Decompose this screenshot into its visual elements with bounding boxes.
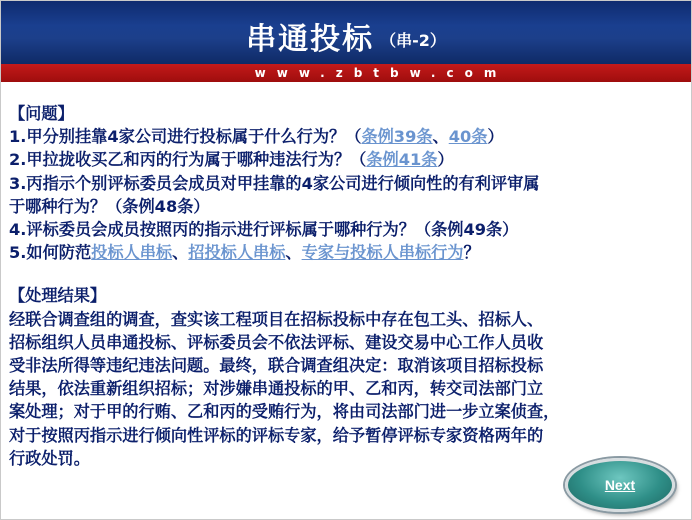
result-line: 经联合调查组的调查，查实该工程项目在招标投标中存在包工头、招标人、 [9,309,544,329]
question-5-text: 5.如何防范 [9,243,92,263]
title-subtitle: （串-2） [380,31,446,50]
title-text: 串通投标 [246,22,375,57]
url-banner [0,64,692,82]
result-line: 招标组织人员串通投标、评标委员会不依法评标、建设交易中心工作人员收 [9,332,544,352]
question-4: 4.评标委员会成员按照丙的指示进行评标属于哪种行为？（条例49条） [9,220,519,240]
questions-heading: 【问题】 [9,104,74,123]
question-3-line-2: 于哪种行为？（条例48条） [9,196,210,216]
question-1 [9,125,685,148]
result-heading: 【处理结果】 [9,286,107,306]
paren-close: ） [437,150,454,170]
question-mark: ？ [463,243,480,263]
link-bidder-collusion[interactable]: 投标人串标 [91,243,173,263]
result-line: 案处理；对于甲的行贿、乙和丙的受贿行为，将由司法部门进一步立案侦查， [9,402,560,422]
result-line: 结果，依法重新组织招标；对涉嫌串通投标的甲、乙和丙，转交司法部门立 [9,379,544,399]
result-line: 行政处罚。 [9,448,90,468]
link-tenderer-bidder-collusion[interactable]: 招投标人串标 [188,243,286,263]
question-1-text: 1.甲分别挂靠4家公司进行投标属于什么行为？（ [9,127,362,147]
slide-content [9,102,685,470]
separator: 、 [432,127,449,147]
question-5 [9,241,685,264]
link-expert-bidder-collusion[interactable]: 专家与投标人串标行为 [301,243,464,263]
next-button-label[interactable]: Next [604,477,636,493]
separator: 、 [285,243,302,263]
question-2-text: 2.甲拉拢收买乙和丙的行为属于哪种违法行为？（ [9,150,367,170]
result-line: 对于按照丙指示进行倾向性评标的评标专家，给予暂停评标专家资格两年的 [9,425,544,445]
link-article-39[interactable]: 条例39条 [361,127,433,147]
website-url: www.zbtbw.com [254,66,508,80]
link-article-41[interactable]: 条例41条 [366,150,438,170]
spacer [9,264,685,284]
slide-header [0,0,692,64]
question-2 [9,148,685,171]
slide-title [0,14,692,58]
link-article-40[interactable]: 40条 [448,127,488,147]
paren-close: ） [487,127,504,147]
separator: 、 [172,243,189,263]
next-button[interactable] [565,458,675,512]
result-line: 受非法所得等违纪违法问题。最终，联合调查组决定：取消该项目招标投标 [9,356,544,376]
question-3-line-1: 3.丙指示个别评标委员会成员对甲挂靠的4家公司进行倾向性的有利评审属 [9,173,540,193]
